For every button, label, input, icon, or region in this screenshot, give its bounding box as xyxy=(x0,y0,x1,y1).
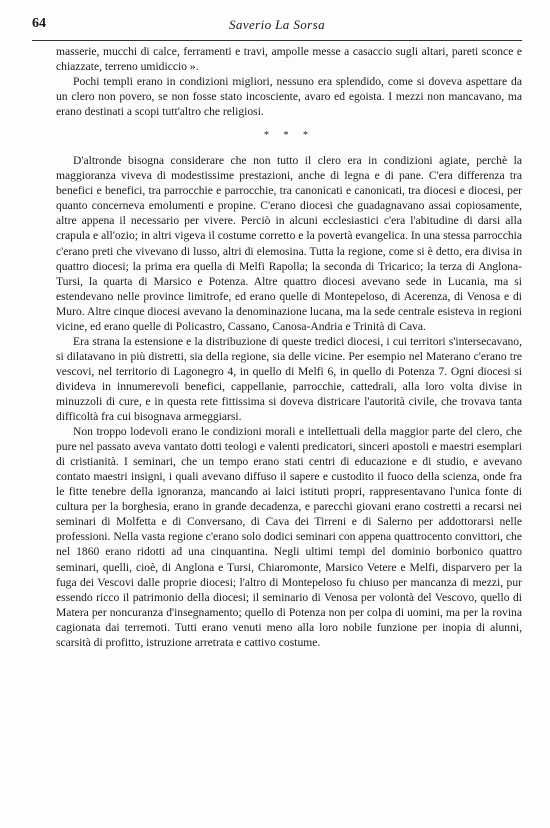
paragraph: D'altronde bisogna considerare che non tutto il clero era in condizioni agiate, perchè la maggioranza viveva di modestissime prestazioni, anche di legna e di pane. C'era differenza tra benefici e benefici, tra parrocchie e parrocchie, tra canonicati e canonicati, tra diocesi e diocesi, per quanto concerneva emolumenti e propine. C'erano diocesi che guadagnavano assai copiosamente, altre appena il necessario per vivere. Perciò in alcuni ecclesiastici c'era l'abitudine di darsi alla crapula e all'ozio; in altri vigeva il costume corretto e la povertà evangelica. In una stessa parrocchia c'erano preti che vivevano di lusso, altri di elemosina. Tutta la regione, come si è detto, era divisa in quattro diocesi; la prima era quella di Melfi Rapolla; la seconda di Tricarico; la terza di Anglona-Tursi, la quarta di Marsico e Potenza. Altre quattro diocesi avevano sede in Lucania, ma si estendevano nelle province limitrofe, ed erano quelle di Montepeloso, di Acerenza, di Venosa e di Muro. Altre cinque diocesi avevano la denominazione lucana, ma la sede centrale esisteva in regioni vicine, ed erano quelle di Policastro, Cassano, Canosa-Andria e Trinità di Cava. xyxy=(56,154,522,333)
body-text xyxy=(56,44,522,650)
paragraph: Non troppo lodevoli erano le condizioni morali e intellettuali della maggior parte del clero, che pure nel passato aveva vantato dotti teologi e valenti predicatori, sinceri apostoli e maestri esemplari di cristianità. I seminari, che un tempo erano stati centri di educazione e di studio, e avevano contato maestri insigni, i quali avevano diffuso il sapere e custodito il fuoco della scienza, onde fra le fitte tenebre della ignoranza, mancando ai laici istituti propri, rappresentavano l'unica fonte di cultura per la borghesia, erano in grande decadenza, e parecchi giovani erano costretti a recarsi nei seminari di Molfetta e di Conversano, di Cava dei Tirreni e di Salerno per addottorarsi nelle professioni. Nella vasta regione c'erano solo dodici seminari con appena quattrocento convittori, che nel 1860 erano ridotti ad una cinquantina. Negli ultimi tempi del dominio borbonico quattro seminari, quelli, cioè, di Anglona e Tursi, Chiaromonte, Marsico Vetere e Melfi, disparvero per la fuga dei Vescovi dalle proprie diocesi; l'altro di Montepeloso fu chiuso per mancanza di mezzi, pur essendo ricco il patrimonio della diocesi; il seminario di Venosa per volontà del Vescovo, quello di Matera per noncuranza d'insegnamento; quello di Potenza non per colpa di uomini, ma per la rovina cagionata dai terremoti. Tutti erano venuti meno alla loro nobile funzione per inopia di alunni, scarsità di profitto, istruzione arretrata e cattivo costume. xyxy=(56,425,522,649)
header-rule xyxy=(32,40,522,41)
running-head: Saverio La Sorsa xyxy=(229,17,325,32)
paragraph: Era strana la estensione e la distribuzione di queste tredici diocesi, i cui territori s'intersecavano, si dilatavano in più distretti, sia della regione, sia delle vicine. Per esempio nel Materano c'erano tre vescovi, nel territorio di Lagonegro 4, in quello di Melfi 6, in quello di Potenza 7. Ogni diocesi si divideva in innumerevoli benefici, cappellanie, parrocchie, cattedrali, alla loro volta divise in minuzzoli di cure, e in questa rete fittissima si doveva districare l'autorità civile, che trovava tanta difficoltà fra cui bisognava armeggiarsi. xyxy=(56,334,522,424)
page-header xyxy=(32,16,522,38)
page-number: 64 xyxy=(32,16,46,31)
section-separator: * * * xyxy=(264,130,314,142)
paragraph-continuation: masserie, mucchi di calce, ferramenti e travi, ampolle messe a casaccio sugli altari, pareti sconce e chiazzate, terreno umidiccio ». xyxy=(56,45,522,74)
paragraph: Pochi templi erano in condizioni migliori, nessuno era splendido, come si doveva aspettare da un clero non povero, se non fosse stato incosciente, avaro ed egoista. I mezzi non mancavano, ma erano destinati a scopi tutt'altro che religiosi. xyxy=(56,75,522,119)
